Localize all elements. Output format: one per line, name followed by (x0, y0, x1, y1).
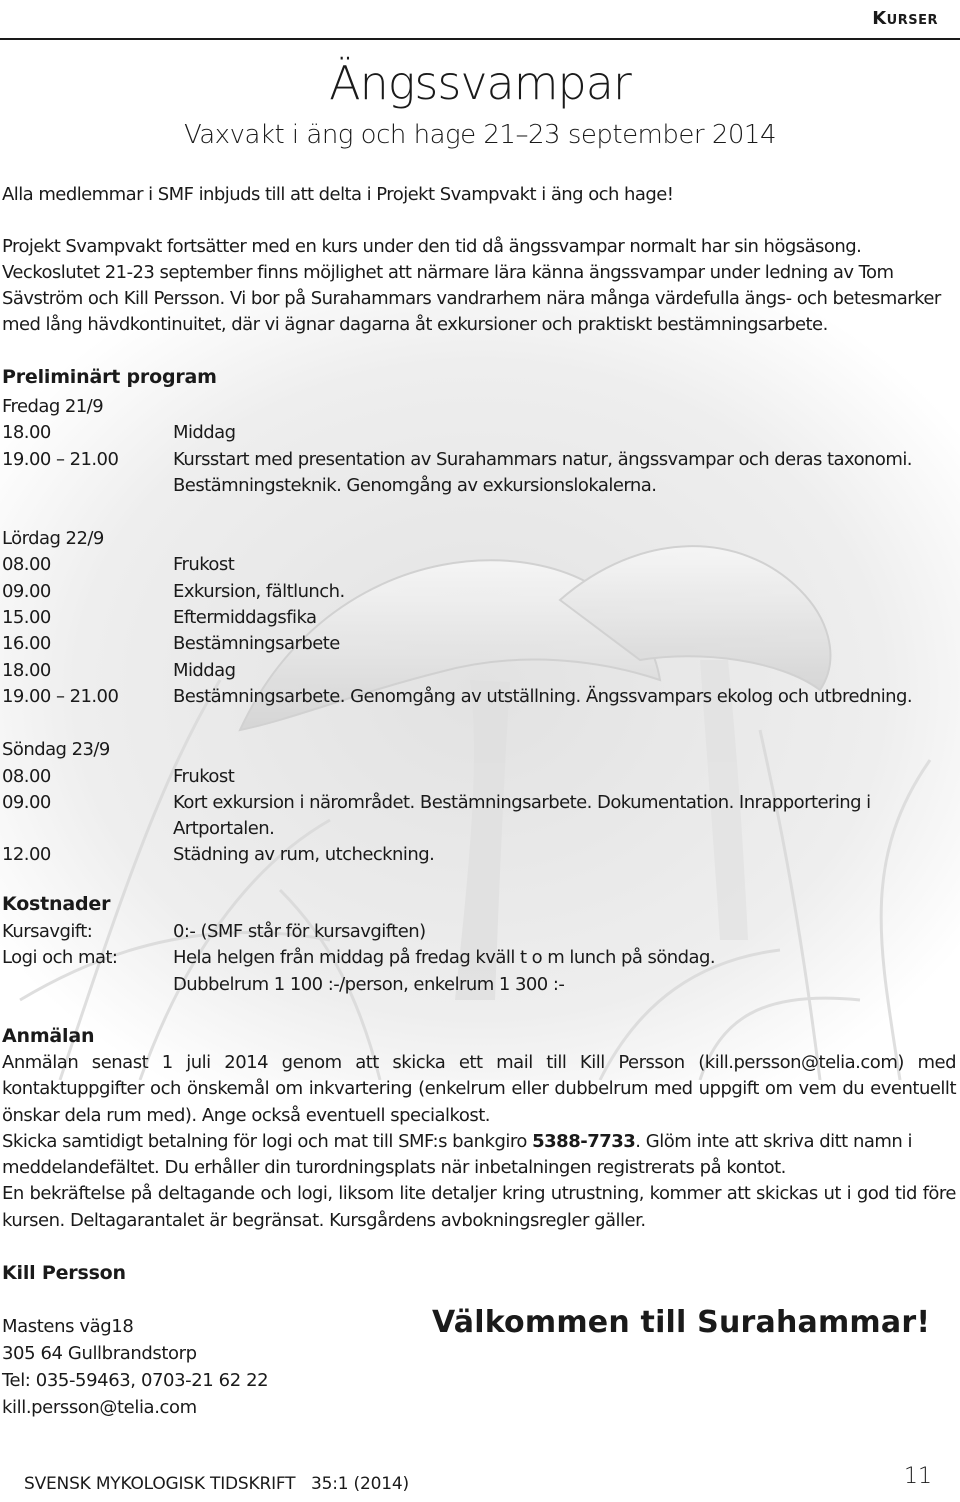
section-tag: Kurser (872, 8, 938, 29)
page-title: Ängssvampar (329, 56, 631, 110)
registration-heading: Anmälan (2, 1025, 95, 1047)
schedule-time: 12.00 (2, 844, 51, 866)
schedule-row (2, 605, 952, 631)
schedule-desc: Frukost (173, 554, 235, 576)
schedule-desc: Eftermiddagsfika (173, 607, 317, 629)
schedule-time: 09.00 (2, 791, 51, 813)
page-subtitle: Vaxvakt i äng och hage 21–23 september 2014 (183, 120, 777, 150)
schedule-row (2, 790, 952, 843)
contact-phone: Tel: 035-59463, 0703-21 62 22 (2, 1370, 269, 1391)
schedule-row (2, 842, 952, 868)
contact-street: Mastens väg18 (2, 1316, 134, 1337)
schedule-time: 08.00 (2, 554, 51, 576)
schedule-row (2, 552, 952, 578)
schedule-time: 18.00 (2, 659, 51, 681)
schedule-time: 18.00 (2, 422, 51, 444)
schedule-desc: Bestämningsarbete. Genomgång av utställning. Ängssvampars ekolog och utbredning. (173, 685, 913, 707)
registration-paragraph: Anmälan senast 1 juli 2014 genom att skicka ett mail till Kill Persson (kill.persson@telia.com) med kontaktuppgifter och önskemål om inkvartering (enkelrum eller dubbelrum med uppgift om vem du eventuellt önskar dela rum med). Ange också eventuell specialkost. (2, 1052, 956, 1126)
journal-footer: SVENSK MYKOLOGISK TIDSKRIFT 35:1 (2014) (24, 1474, 409, 1494)
day-label-sunday: Söndag 23/9 (2, 739, 110, 761)
schedule-row (2, 420, 952, 446)
cost-value: 0:- (SMF står för kursavgiften) (173, 921, 426, 942)
confirmation-paragraph: En bekräftelse på deltagande och logi, liksom lite detaljer kring utrustning, kommer att skickas ut i god tid före kursen. Deltagarantalet är begränsat. Kursgårdens avbokningsregler gäller. (2, 1183, 956, 1231)
program-heading: Preliminärt program (2, 366, 217, 388)
payment-text-end: . Glöm inte att skriva ditt namn i meddelandefältet. Du erhåller din turordningsplats när inbetalningen registrerats på kontot. (2, 1130, 913, 1179)
schedule-desc: Exkursion, fältlunch. (173, 580, 345, 602)
day-label-saturday: Lördag 22/9 (2, 528, 104, 550)
schedule-desc: Frukost (173, 765, 235, 787)
contact-address (2, 1313, 268, 1421)
welcome-message: Välkommen till Surahammar! (432, 1305, 931, 1340)
payment-text: Skicka samtidigt betalning för logi och mat till SMF:s bankgiro (2, 1130, 533, 1152)
cost-label: Kursavgift: (2, 921, 93, 942)
description-paragraph: Projekt Svampvakt fortsätter med en kurs under den tid då ängssvampar normalt har sin högsäsong. Veckoslutet 21-23 september finns möjlighet att närmare lära känna ängssvampar under ledning av Tom Sävström och Kill Persson. Vi bor på Surahammars vandrarhem nära många värdefulla ängs- och betesmarker med lång hävdkontinuitet, där vi ägnar dagarna åt exkursioner och praktiskt bestämningsarbete. (2, 236, 941, 335)
schedule-row (2, 631, 952, 657)
intro-paragraph: Alla medlemmar i SMF inbjuds till att delta i Projekt Svampvakt i äng och hage! (2, 184, 674, 205)
schedule-row (2, 579, 952, 605)
contact-email: kill.persson@telia.com (2, 1397, 197, 1418)
schedule-row (2, 684, 952, 710)
schedule-row (2, 447, 952, 500)
header-rule (0, 38, 960, 40)
registration-text (2, 1050, 956, 1234)
page-number: 11 (904, 1464, 932, 1489)
program-schedule (2, 394, 952, 869)
payment-paragraph (2, 1129, 956, 1182)
cost-row (2, 972, 952, 998)
schedule-time: 09.00 (2, 580, 51, 602)
cost-row (2, 945, 952, 971)
schedule-time: 16.00 (2, 633, 51, 655)
schedule-time: 15.00 (2, 607, 51, 629)
schedule-desc: Städning av rum, utcheckning. (173, 844, 435, 866)
schedule-row (2, 658, 952, 684)
schedule-time: 19.00 – 21.00 (2, 685, 119, 707)
schedule-desc: Middag (173, 422, 236, 444)
bankgiro-number: 5388-7733 (532, 1130, 636, 1152)
contact-name: Kill Persson (2, 1262, 126, 1284)
costs-table (2, 919, 952, 998)
costs-heading: Kostnader (2, 893, 111, 915)
day-label-friday: Fredag 21/9 (2, 396, 104, 417)
schedule-row (2, 764, 952, 790)
schedule-time: 08.00 (2, 765, 51, 787)
cost-label: Logi och mat: (2, 947, 118, 969)
cost-value: Hela helgen från middag på fredag kväll t o m lunch på söndag. (173, 947, 716, 969)
schedule-desc: Kursstart med presentation av Surahammars natur, ängssvampar och deras taxonomi. Bestämningsteknik. Genomgång av exkursionslokalerna. (173, 448, 912, 496)
schedule-desc: Bestämningsarbete (173, 633, 340, 655)
cost-price: Dubbelrum 1 100 :-/person, enkelrum 1 300 :- (173, 973, 565, 995)
schedule-desc: Middag (173, 659, 236, 681)
cost-row (2, 919, 952, 945)
schedule-time: 19.00 – 21.00 (2, 448, 119, 470)
schedule-desc: Kort exkursion i närområdet. Bestämningsarbete. Dokumentation. Inrapportering i Artportalen. (173, 791, 871, 840)
contact-city: 305 64 Gullbrandstorp (2, 1343, 197, 1364)
